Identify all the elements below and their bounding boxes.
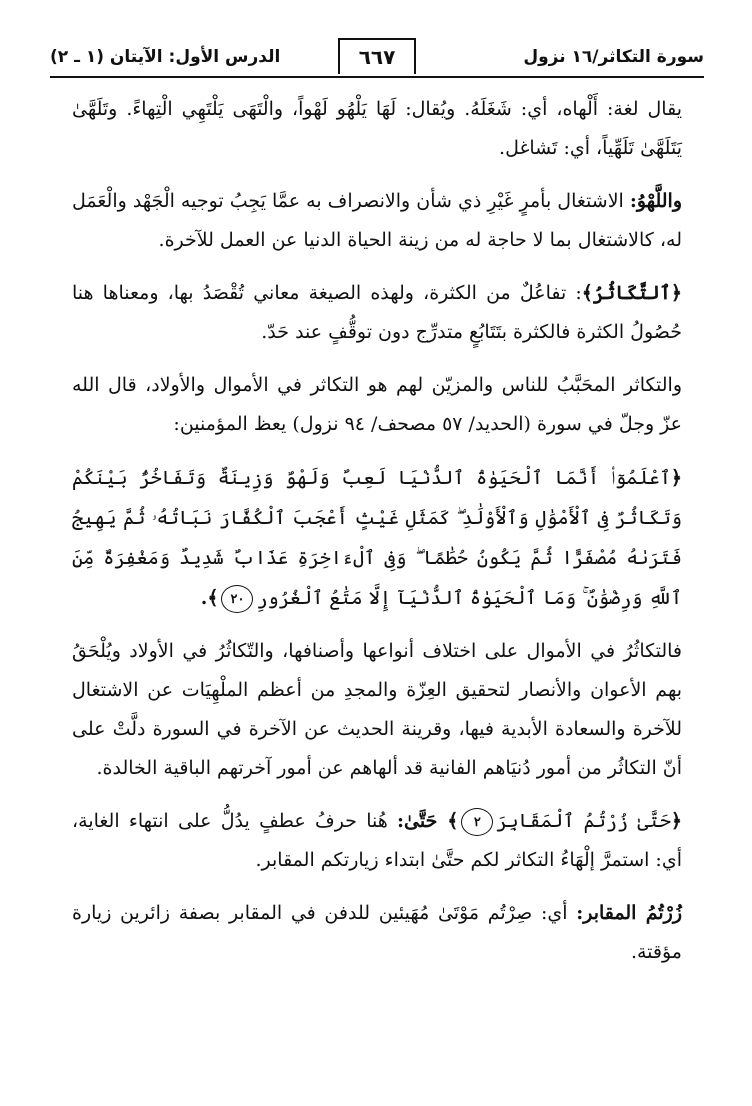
term-takathur: ٱلتَّكَاثُرُ [592,282,671,304]
quran-open-bracket: ﴿ [670,467,682,489]
term-hatta: حَتَّىٰ: [397,810,448,832]
lesson-title: الدرس الأول: الآيتان (١ ـ ٢) [50,47,281,67]
page-body [72,90,682,982]
quran-open-bracket: ﴿ [670,282,682,304]
ayah-number-icon: ٢ [461,808,493,836]
surah-title: سورة التكاثر/١٦ نزول [523,47,704,67]
paragraph-hatta [72,802,682,880]
paragraph-text: : تفاعُلٌ من الكثرة، ولهذه الصيغة معاني تُقْصَدُ بها، ومعناها هنا حُصُولُ الكثرة فالكثرة بتَتَابُعٍ متدرِّج دون توقُّفٍ عند حَدّ. [72,282,682,343]
paragraph-text: فالتكاثُرُ في الأموال على اختلاف أنواعها وأصنافها، والتّكاثُرُ في الأولاد ويُلْحَقُ بهم الأعوان والأنصار لتحقيق العِزّة والمجدِ من أعظم الملْهِيَات عن الاشتغال للآخرة والسعادة الأبدية فيها، وقرينة الحديث عن الآخرة في السورة دلَّتْ على أنّ التكاثُر من أمور دُنيَاهم الفانية قد ألهاهم عن أمور آخرتهم الباقية الخالدة. [72,640,683,779]
header-divider [50,76,704,78]
quran-verse-hadid [72,458,682,618]
paragraph-lahw [72,182,682,260]
paragraph-text: هُنا حرفُ عطفٍ يدُلُّ على انتهاء الغاية، أي: استمرَّ إلْهَاءُ التكاثر لكم حتَّىٰ ابتداء زيارتكم المقابر. [72,810,682,871]
quran-close-bracket: ﴾ [447,810,459,832]
paragraph-text: أي: صِرْتُم مَوْتَىٰ مُهَيئين للدفن في المقابر بصفة زائرين زيارة مؤقتة. [72,902,682,963]
paragraph-text: والتكاثر المحَبَّبُ للناس والمزيّن لهم هو التكاثر في الأموال والأولاد، قال الله عزّ وجلّ في سورة (الحديد/ ٥٧ مصحف/ ٩٤ نزول) يعظ المؤمنين: [72,374,682,435]
page-header [50,38,704,76]
paragraph-definition [72,90,682,168]
paragraph-text: يقال لغة: أَلْهاه، أي: شَغَلَهُ. ويُقال: لَهَا يَلْهُو لَهْواً، والْتَهَى يَلْتَهِي الْتِهاءً. وتَلَهَّىٰ يَتَلَهَّىٰ تَلَهِّياً، أي: تَشاغل. [72,98,682,159]
quran-close-bracket: ﴾ [581,282,593,304]
paragraph-takathur [72,274,682,352]
paragraph-wealth [72,366,682,444]
quran-text: ٱعْلَمُوٓا۟ أَنَّمَا ٱلْحَيَوٰةُ ٱلدُّنْيَا لَعِبٌ وَلَهْوٌ وَزِينَةٌ وَتَفَاخُرٌۢ بَيْنَكُمْ وَتَكَاثُرٌ فِى ٱلْأَمْوَٰلِ وَٱلْأَوْلَٰدِ ۖ كَمَثَلِ غَيْثٍ أَعْجَبَ ٱلْكُفَّارَ نَبَاتُهُۥ ثُمَّ يَهِيجُ فَتَرَىٰهُ مُصْفَرًّا ثُمَّ يَكُونُ حُطَٰمًا ۖ وَفِى ٱلْءَاخِرَةِ عَذَابٌ شَدِيدٌ وَمَغْفِرَةٌ مِّنَ ٱللَّهِ وَرِضْوَٰنٌ ۚ وَمَا ٱلْحَيَوٰةُ ٱلدُّنْيَآ إِلَّا مَتَٰعُ ٱلْغُرُورِ [72,467,682,609]
quran-open-bracket: ﴿ [670,810,682,832]
ayah-number-icon: ٢٠ [221,585,253,613]
quran-text: حَتَّىٰ زُرْتُمُ ٱلْمَقَابِرَ [496,810,671,832]
paragraph-commentary [72,632,682,788]
paragraph-text: الاشتغال بأمرٍ غَيْرِ ذي شأن والانصراف به عمَّا يَجِبُ توجيه الْجَهْد والْعَمَل له، كالاشتغال بما لا حاجة له من زينة الحياة الدنيا عن العمل للآخرة. [72,190,682,251]
page-number: ٦٦٧ [338,38,416,74]
paragraph-zurtum [72,894,682,972]
term-zurtum: زُرْتُمُ المقابر: [576,902,682,924]
term-lahw: واللَّهْوُ: [629,190,682,212]
quran-close-bracket: ﴾. [200,587,219,609]
